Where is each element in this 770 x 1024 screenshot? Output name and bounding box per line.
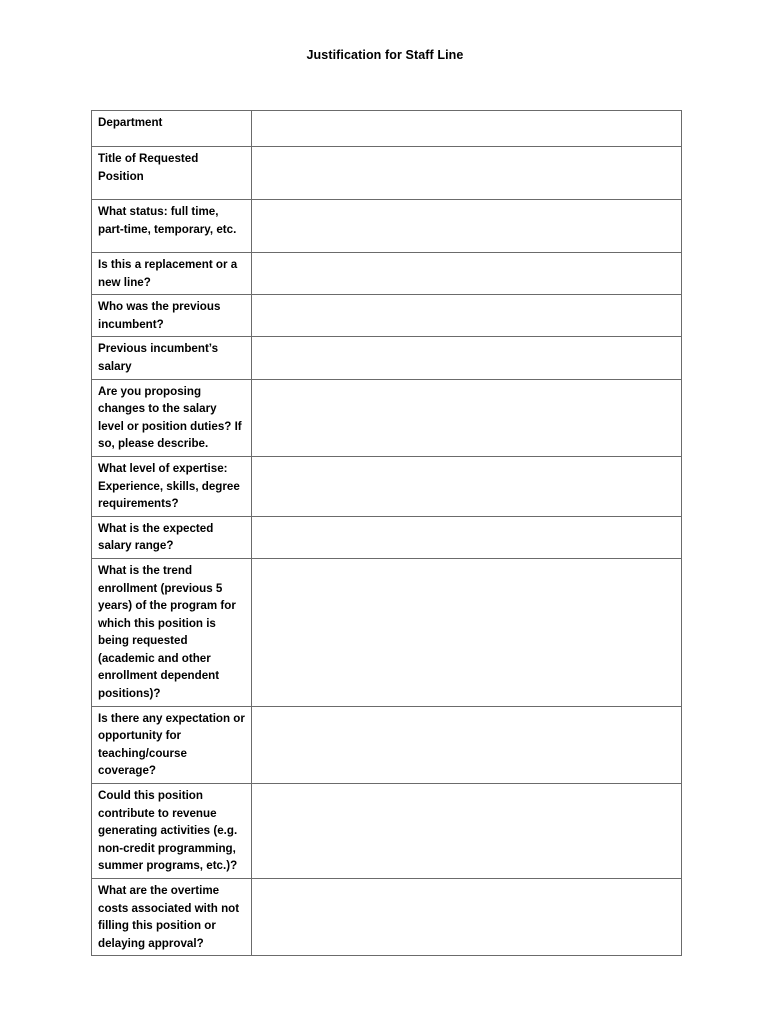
question-title-of-requested-position: Title of Requested Position — [92, 147, 252, 200]
answer-previous-incumbent[interactable] — [252, 295, 682, 337]
table-row — [92, 516, 682, 558]
justification-form-table — [91, 110, 682, 956]
answer-trend-enrollment[interactable] — [252, 558, 682, 706]
table-row — [92, 147, 682, 200]
answer-expected-salary-range[interactable] — [252, 516, 682, 558]
table-row — [92, 879, 682, 956]
answer-status[interactable] — [252, 200, 682, 253]
question-status: What status: full time, part-time, temporary, etc. — [92, 200, 252, 253]
table-row — [92, 706, 682, 783]
question-expected-salary-range: What is the expected salary range? — [92, 516, 252, 558]
table-row — [92, 295, 682, 337]
page-title: Justification for Staff Line — [306, 48, 464, 62]
answer-title-of-requested-position[interactable] — [252, 147, 682, 200]
question-teaching-coverage: Is there any expectation or opportunity for teaching/course coverage? — [92, 706, 252, 783]
question-overtime-costs: What are the overtime costs associated with not filling this position or delaying approval? — [92, 879, 252, 956]
question-replacement-or-new-line: Is this a replacement or a new line? — [92, 253, 252, 295]
question-proposed-changes: Are you proposing changes to the salary level or position duties? If so, please describe. — [92, 379, 252, 456]
question-level-of-expertise: What level of expertise: Experience, skills, degree requirements? — [92, 456, 252, 516]
question-department: Department — [92, 111, 252, 147]
answer-revenue-generating-activities[interactable] — [252, 784, 682, 879]
answer-replacement-or-new-line[interactable] — [252, 253, 682, 295]
question-revenue-generating-activities: Could this position contribute to revenue generating activities (e.g. non-credit programming, summer programs, etc.)? — [92, 784, 252, 879]
table-row — [92, 200, 682, 253]
table-row — [92, 456, 682, 516]
answer-proposed-changes[interactable] — [252, 379, 682, 456]
question-previous-incumbent-salary: Previous incumbent’s salary — [92, 337, 252, 379]
answer-department[interactable] — [252, 111, 682, 147]
table-row — [92, 253, 682, 295]
answer-level-of-expertise[interactable] — [252, 456, 682, 516]
table-row — [92, 558, 682, 706]
answer-previous-incumbent-salary[interactable] — [252, 337, 682, 379]
table-row — [92, 784, 682, 879]
question-trend-enrollment: What is the trend enrollment (previous 5 years) of the program for which this position is being requested (academic and other enrollment dependent positions)? — [92, 558, 252, 706]
table-row — [92, 379, 682, 456]
answer-teaching-coverage[interactable] — [252, 706, 682, 783]
table-row — [92, 111, 682, 147]
table-row — [92, 337, 682, 379]
question-previous-incumbent: Who was the previous incumbent? — [92, 295, 252, 337]
answer-overtime-costs[interactable] — [252, 879, 682, 956]
